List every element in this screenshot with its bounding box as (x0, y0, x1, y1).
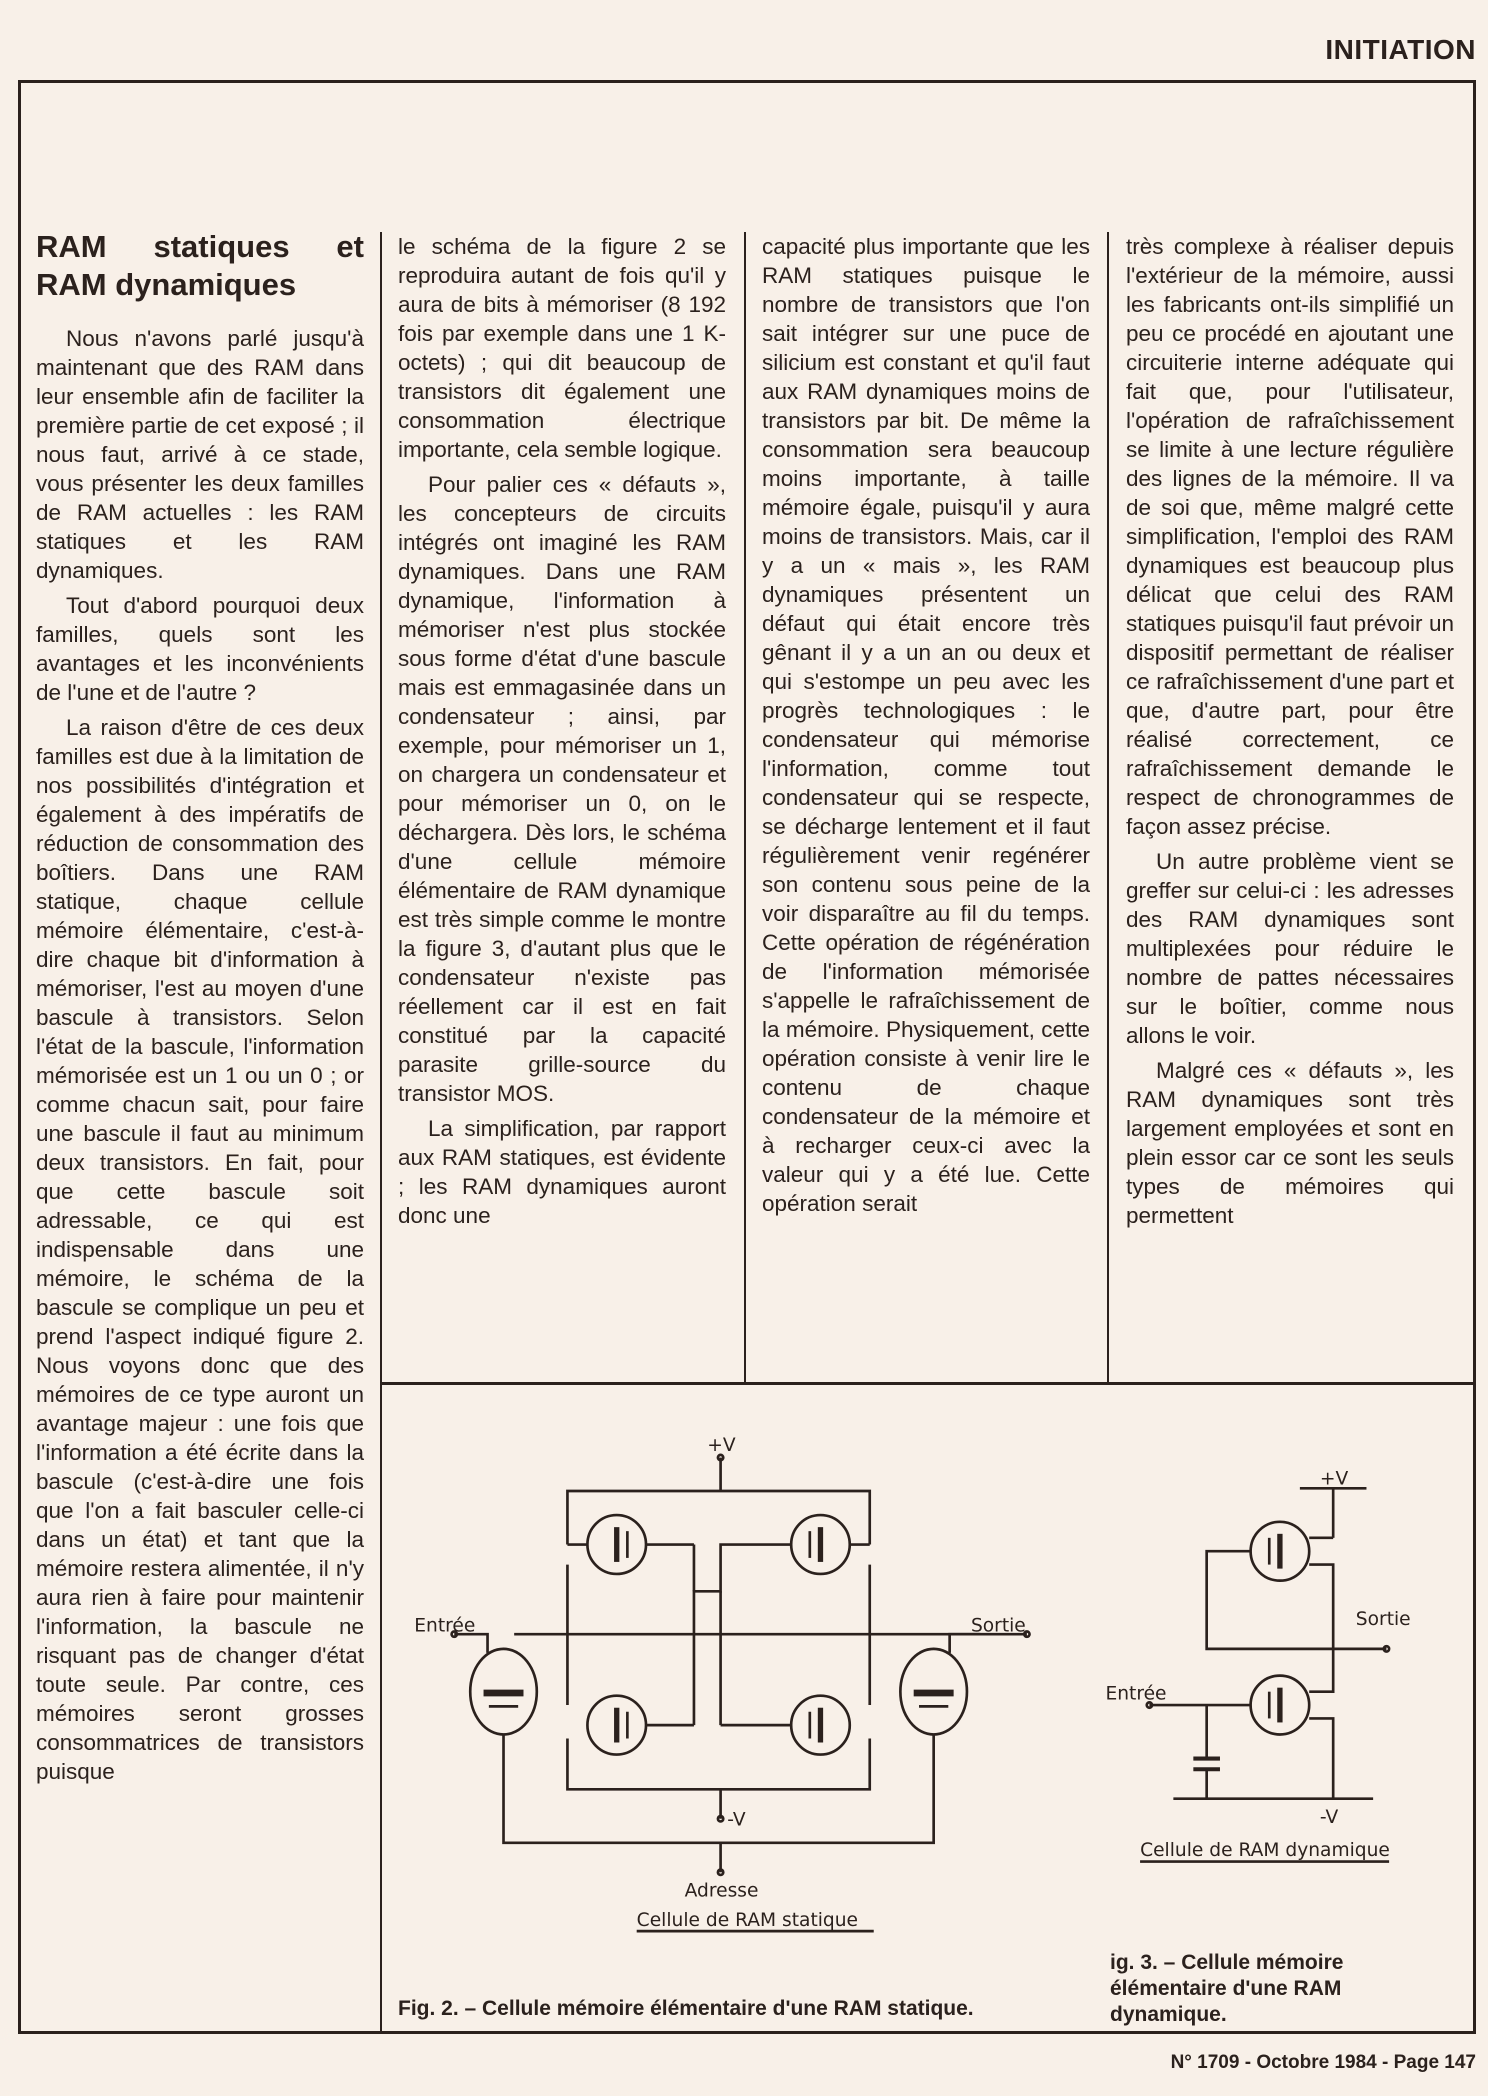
fig2-title: Cellule de RAM statique (636, 1909, 859, 1931)
static-ram-schematic (452, 1455, 1030, 1931)
paragraph: Nous n'avons parlé jusqu'à maintenant que des RAM dans leur ensemble afin de faciliter la première partie de cet exposé ; il nous faut, arrivé à ce stade, vous présenter les deux familles de RAM actuelles : les RAM statiques et les RAM dynamiques. (36, 326, 364, 583)
fig2-address-label: Adresse (684, 1880, 759, 1902)
paragraph: très complexe à réaliser depuis l'extérieur de la mémoire, aussi les fabricants ont-ils simplifié un peu ce procédé en ajoutant une circuiterie interne adéquate qui fait que, pour l'utilisateur, l'opération de rafraîchissement se limite à une lecture régulière des lignes de la mémoire. Il va de soi que, même malgré cette simplification, l'emploi des RAM dynamiques est beaucoup plus délicat que celui des RAM statiques puisqu'il faut prévoir un dispositif permettant de réaliser ce rafraîchissement d'une part et que, d'autre part, pour être réalisé correctement, ce rafraîchissement demande le respect de chronogrammes de façon assez précise. (1126, 234, 1454, 839)
article-column-4 (1126, 232, 1454, 1236)
fig3-supply-neg-label: -V (1319, 1806, 1339, 1828)
figure-3-caption: ig. 3. – Cellule mémoire élémentaire d'une RAM dynamique. (1110, 1951, 1344, 2026)
article-column-2 (398, 232, 726, 1236)
fig2-supply-pos-label: +V (707, 1434, 736, 1456)
page-footer: N° 1709 - Octobre 1984 - Page 147 (1170, 2052, 1476, 2073)
paragraph: La raison d'être de ces deux familles est due à la limitation de nos possibilités d'intégration et également à des impératifs de réduction de consommation des boîtiers. Dans une RAM statique, chaque cellule mémoire élémentaire, c'est-à-dire chaque bit d'information à mémoriser, l'est au moyen d'une bascule à transistors. Selon l'état de la bascule, l'information mémorisée est un 1 ou un 0 ; or comme chacun sait, pour faire une bascule il faut au minimum deux transistors. En fait, pour que cette bascule soit adressable, ce qui est indispensable dans une mémoire, le schéma de la bascule se complique un peu et prend l'aspect indiqué figure 2. Nous voyons donc que des mémoires de ce type auront un avantage majeur : une fois que l'information a été écrite dans la bascule (c'est-à-dire une fois que l'on a fait basculer celle-ci dans un état) et tant que la mémoire restera alimentée, il n'y aura rien à faire pour maintenir l'information, la bascule ne risquant pas de changer d'état toute seule. Par contre, ces mémoires seront grosses consommatrices de transistors puisque (36, 715, 364, 1784)
transistor-icon (470, 1649, 537, 1735)
fig2-output-label: Sortie (970, 1615, 1026, 1637)
paragraph: Un autre problème vient se greffer sur celui-ci : les adresses des RAM dynamiques sont multiplexées pour réduire le nombre de pattes nécessaires sur le boîtier, comme nous allons le voir. (1126, 849, 1454, 1048)
transistor-icon (567, 1515, 646, 1574)
fig2-supply-neg-label: -V (727, 1809, 746, 1831)
column-divider (1107, 232, 1109, 1384)
paragraph: Malgré ces « défauts », les RAM dynamiques sont très largement employées et sont en plein essor car ce sont les seuls types de mémoires qui permettent (1126, 1058, 1454, 1228)
article-column-1 (36, 228, 364, 1792)
capacitor-icon (1193, 1705, 1220, 1799)
fig2-input-label: Entrée (414, 1615, 476, 1637)
paragraph: le schéma de la figure 2 se reproduira autant de fois qu'il y aura de bits à mémoriser (8 192 fois par exemple dans une 1 K-octets) ; qui dit beaucoup de transistors dit également une consommation électrique importante, cela semble logique. (398, 234, 726, 462)
fig3-output-label: Sortie (1355, 1608, 1411, 1630)
transistor-icon (791, 1696, 850, 1755)
paragraph: La simplification, par rapport aux RAM statiques, est évidente ; les RAM dynamiques auront donc une (398, 1116, 726, 1228)
paragraph: capacité plus importante que les RAM statiques puisque le nombre de transistors que l'on sait intégrer sur une puce de silicium est constant et qu'il faut aux RAM dynamiques moins de transistors par bit. De même la consommation sera beaucoup moins importante, à taille mémoire égale, puisqu'il y aura moins de transistors. Mais, car il y a un « mais », les RAM dynamiques présentent un défaut qui était encore très gênant il y a un an ou deux et qui s'estompe un peu avec les progrès technologiques : le condensateur qui mémorise l'information, comme tout condensateur qui se respecte, se décharge lentement et il faut régulièrement venir regénérer son contenu sous peine de la voir disparaître au fil du temps. Cette opération de régénération de l'information mémorisée s'appelle le rafraîchissement de la mémoire. Physiquement, cette opération consiste à venir lire le contenu de chaque condensateur de la mémoire et à recharger ceux-ci avec la valeur qui y a été lue. Cette opération serait (762, 234, 1090, 1216)
fig3-supply-pos-label: +V (1319, 1468, 1349, 1490)
figure-2-caption: Fig. 2. – Cellule mémoire élémentaire d'une RAM statique. (398, 1997, 974, 2020)
transistor-icon (900, 1649, 967, 1735)
article-column-3 (762, 232, 1090, 1224)
fig3-title: Cellule de RAM dynamique (1140, 1840, 1390, 1862)
section-tag: INITIATION (1325, 34, 1476, 65)
dynamic-ram-schematic (1140, 1488, 1389, 1861)
fig3-input-label: Entrée (1105, 1683, 1167, 1705)
figures-diagram (381, 1384, 1477, 1994)
paragraph: Tout d'abord pourquoi deux familles, quels sont les avantages et les inconvénients de l'une et de l'autre ? (36, 593, 364, 705)
paragraph: Pour palier ces « défauts », les concepteurs de circuits intégrés ont imaginé les RAM dynamiques. Dans une RAM dynamique, l'information à mémoriser n'est plus stockée sous forme d'état d'une bascule mais est emmagasinée dans un condensateur ; ainsi, par exemple, pour mémoriser un 1, on chargera un condensateur et pour mémoriser un 0, on le déchargera. Dès lors, le schéma d'une cellule mémoire élémentaire de RAM dynamique est très simple comme le montre la figure 3, d'autant plus que le condensateur n'existe pas réellement car il est en fait constitué par la capacité parasite grille-source du transistor MOS. (398, 472, 726, 1106)
transistor-icon (1251, 1676, 1310, 1735)
transistor-icon (1251, 1522, 1310, 1581)
column-divider (744, 232, 746, 1384)
article-heading: RAM statiques et RAM dynamiques (36, 229, 364, 302)
transistor-icon (587, 1696, 646, 1755)
transistor-icon (791, 1515, 870, 1574)
